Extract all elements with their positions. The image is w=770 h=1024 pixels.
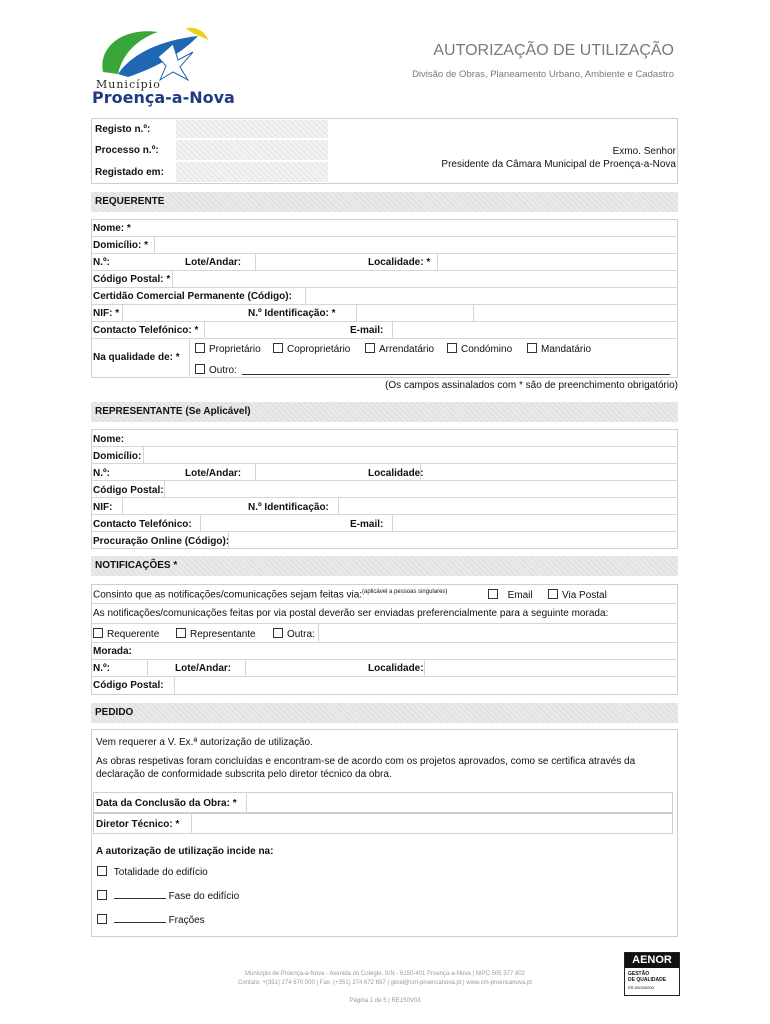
- divider: [91, 236, 678, 237]
- divider: [437, 253, 438, 270]
- divider: [91, 623, 678, 624]
- checkbox-icon: [176, 628, 186, 638]
- divider: [305, 287, 306, 304]
- logo-text-line2: Proença-a-Nova: [92, 88, 235, 107]
- req-email-label: E-mail:: [350, 325, 384, 336]
- divider: [91, 514, 678, 515]
- footer-line1: Município de Proença-a-Nova - Avenida do Colégio, S/N - 6150-401 Proença-a-Nova | NIPC 505 377 802: [245, 971, 525, 977]
- rep-lote-label: Lote/Andar:: [185, 468, 242, 479]
- checkbox-icon: [548, 589, 558, 599]
- logo-swoosh-icon: [88, 22, 218, 82]
- consent-label: Consinto que as notificações/comunicações sejam feitas via:: [93, 589, 363, 601]
- option-label: Outro:: [209, 365, 237, 376]
- divider: [255, 463, 256, 480]
- option-outro[interactable]: [195, 364, 237, 376]
- req-codigo-postal-label: Código Postal: *: [93, 274, 171, 285]
- divider: [91, 253, 678, 254]
- checkbox-icon: [273, 343, 283, 353]
- option-arrendatario[interactable]: [365, 343, 434, 355]
- requerente-header: REQUERENTE: [91, 192, 678, 212]
- req-identificacao-label: N.º Identificação: *: [248, 308, 336, 319]
- divider: [122, 304, 123, 321]
- divider: [473, 304, 474, 321]
- registado-label: Registado em:: [95, 167, 164, 178]
- rep-domicilio-label: Domicílio:: [93, 451, 142, 462]
- addressee-line2: Presidente da Câmara Municipal de Proença-a-Nova: [441, 159, 676, 170]
- divider: [392, 514, 393, 531]
- rep-localidade-label: Localidade:: [368, 468, 424, 479]
- checkbox-icon: [195, 343, 205, 353]
- municipality-logo: [88, 22, 235, 110]
- notificacoes-header: NOTIFICAÇÕES *: [91, 556, 678, 576]
- divider: [255, 253, 256, 270]
- aenor-line1: GESTÃO: [628, 971, 650, 977]
- consent-note: (aplicável a pessoas singulares): [362, 589, 448, 595]
- rep-nome-label: Nome:: [93, 434, 125, 445]
- divider: [392, 321, 393, 338]
- pedido-line2: As obras respetivas foram concluídas e encontram-se de acordo com os projetos aprovados, como se certifica através da: [96, 756, 636, 767]
- divider: [420, 463, 421, 480]
- rep-email-label: E-mail:: [350, 519, 384, 530]
- postal-line: As notificações/comunicações feitas por via postal deverão ser enviadas preferencialmente para a seguinte morada:: [93, 608, 609, 619]
- divider: [91, 287, 678, 288]
- aenor-code: ER-0000/0000: [628, 985, 654, 990]
- option-label: Totalidade do edifício: [113, 867, 208, 878]
- divider: [356, 304, 357, 321]
- pedido-line3: declaração de conformidade subscrita pelo diretor técnico da obra.: [96, 769, 392, 780]
- option-totalidade[interactable]: [97, 866, 208, 878]
- rep-numero-label: N.º:: [93, 468, 110, 479]
- footer-line2: Contato: +(351) 274 670 000 | Fax: (+351) 274 672 697 | geral@cm-proencanova.pt | www.cm-proencanova.pt: [238, 980, 532, 986]
- registo-label: Registo n.º:: [95, 124, 151, 135]
- option-label: Email: [507, 590, 533, 601]
- option-label: Via Postal: [562, 590, 607, 601]
- diretor-field[interactable]: [192, 814, 672, 833]
- addressee-line1: Exmo. Senhor: [612, 146, 676, 157]
- divider: [245, 659, 246, 676]
- option-label: Coproprietário: [287, 344, 351, 355]
- page-title: AUTORIZAÇÃO DE UTILIZAÇÃO: [433, 42, 674, 59]
- divider: [91, 480, 678, 481]
- via-postal-option[interactable]: [548, 589, 607, 601]
- divider: [318, 623, 319, 642]
- diretor-label: Diretor Técnico: *: [96, 819, 180, 830]
- checkbox-icon: [93, 628, 103, 638]
- option-mandatario[interactable]: [527, 343, 591, 355]
- checkbox-icon: [97, 866, 107, 876]
- not-codigo-postal-label: Código Postal:: [93, 680, 164, 691]
- divider: [228, 531, 229, 549]
- representante-header: REPRESENTANTE (Se Aplicável): [91, 402, 678, 422]
- footer-page: Página 1 de 5 | RE150V03: [349, 998, 421, 1004]
- option-label: Proprietário: [209, 344, 261, 355]
- divider: [91, 446, 678, 447]
- option-outra[interactable]: [273, 628, 315, 640]
- not-localidade-label: Localidade:: [368, 663, 424, 674]
- outro-input-line[interactable]: [242, 374, 670, 375]
- divider: [91, 321, 678, 322]
- divider: [424, 659, 425, 676]
- option-label: Representante: [190, 629, 256, 640]
- divider: [154, 236, 155, 253]
- divider: [174, 676, 175, 695]
- option-label: Condómino: [461, 344, 513, 355]
- incide-label: A autorização de utilização incide na:: [96, 846, 274, 857]
- divider: [189, 338, 190, 378]
- fracoes-input-line[interactable]: [114, 914, 166, 923]
- option-label: Mandatário: [541, 344, 592, 355]
- option-representante[interactable]: [176, 628, 256, 640]
- divider: [91, 676, 678, 677]
- checkbox-icon: [195, 364, 205, 374]
- rep-identificacao-label: N.º Identificação:: [248, 502, 329, 513]
- registo-field[interactable]: [176, 120, 328, 138]
- not-numero-label: N.º:: [93, 663, 110, 674]
- rep-procuracao-label: Procuração Online (Código):: [93, 536, 230, 547]
- option-label: Requerente: [107, 629, 160, 640]
- not-lote-label: Lote/Andar:: [175, 663, 232, 674]
- req-lote-label: Lote/Andar:: [185, 257, 242, 268]
- req-contacto-label: Contacto Telefónico: *: [93, 325, 199, 336]
- option-label: Arrendatário: [379, 344, 435, 355]
- data-conclusao-field[interactable]: [247, 793, 672, 812]
- checkbox-icon: [273, 628, 283, 638]
- option-label: Fase do edifício: [168, 891, 240, 902]
- option-fase[interactable]: [97, 890, 239, 902]
- checkbox-icon: [447, 343, 457, 353]
- divider: [91, 304, 678, 305]
- checkbox-icon: [527, 343, 537, 353]
- fase-input-line[interactable]: [114, 890, 166, 899]
- processo-field[interactable]: [176, 140, 328, 160]
- registado-field[interactable]: [176, 162, 328, 182]
- checkbox-icon: [97, 890, 107, 900]
- aenor-brand: AENOR: [625, 953, 679, 968]
- checkbox-icon: [488, 589, 498, 599]
- not-morada-label: Morada:: [93, 646, 132, 657]
- divider: [91, 497, 678, 498]
- divider: [164, 480, 165, 497]
- req-localidade-label: Localidade: *: [368, 257, 431, 268]
- divider: [204, 321, 205, 338]
- divider: [91, 603, 678, 604]
- option-proprietario[interactable]: [195, 343, 261, 355]
- option-requerente[interactable]: [93, 628, 159, 640]
- option-label: Frações: [168, 915, 205, 926]
- option-condomino[interactable]: [447, 343, 512, 355]
- divider: [338, 497, 339, 514]
- divider: [143, 446, 144, 463]
- req-qualidade-label: Na qualidade de: *: [93, 352, 180, 363]
- divider: [91, 270, 678, 271]
- divider: [122, 497, 123, 514]
- divider: [172, 270, 173, 287]
- option-fracoes[interactable]: [97, 914, 205, 926]
- via-email-option[interactable]: [488, 589, 533, 601]
- divider: [200, 514, 201, 531]
- page-subtitle: Divisão de Obras, Planeamento Urbano, Ambiente e Cadastro: [412, 69, 674, 80]
- option-label: Outra:: [287, 629, 315, 640]
- divider: [91, 338, 678, 339]
- rep-contacto-label: Contacto Telefónico:: [93, 519, 192, 530]
- divider: [147, 659, 148, 676]
- req-nome-label: Nome: *: [93, 223, 131, 234]
- divider: [91, 463, 678, 464]
- option-coproprietario[interactable]: [273, 343, 350, 355]
- consent-text: [93, 589, 447, 600]
- req-certidao-label: Certidão Comercial Permanente (Código):: [93, 291, 292, 302]
- pedido-line1: Vem requerer a V. Ex.ª autorização de utilização.: [96, 737, 313, 748]
- pedido-header: PEDIDO: [91, 703, 678, 723]
- rep-codigo-postal-label: Código Postal:: [93, 485, 164, 496]
- mandatory-note: (Os campos assinalados com * são de preenchimento obrigatório): [385, 380, 678, 391]
- aenor-certification-badge: [624, 952, 680, 996]
- logo-text-line1: Município: [96, 78, 161, 91]
- req-nif-label: NIF: *: [93, 308, 120, 319]
- checkbox-icon: [97, 914, 107, 924]
- divider: [91, 531, 678, 532]
- processo-label: Processo n.º:: [95, 145, 159, 156]
- req-numero-label: N.º:: [93, 257, 110, 268]
- divider: [91, 642, 678, 643]
- divider: [91, 659, 678, 660]
- data-conclusao-label: Data da Conclusão da Obra: *: [96, 798, 237, 809]
- checkbox-icon: [365, 343, 375, 353]
- aenor-line2: DE QUALIDADE: [628, 977, 667, 983]
- req-domicilio-label: Domicílio: *: [93, 240, 149, 251]
- rep-nif-label: NIF:: [93, 502, 113, 513]
